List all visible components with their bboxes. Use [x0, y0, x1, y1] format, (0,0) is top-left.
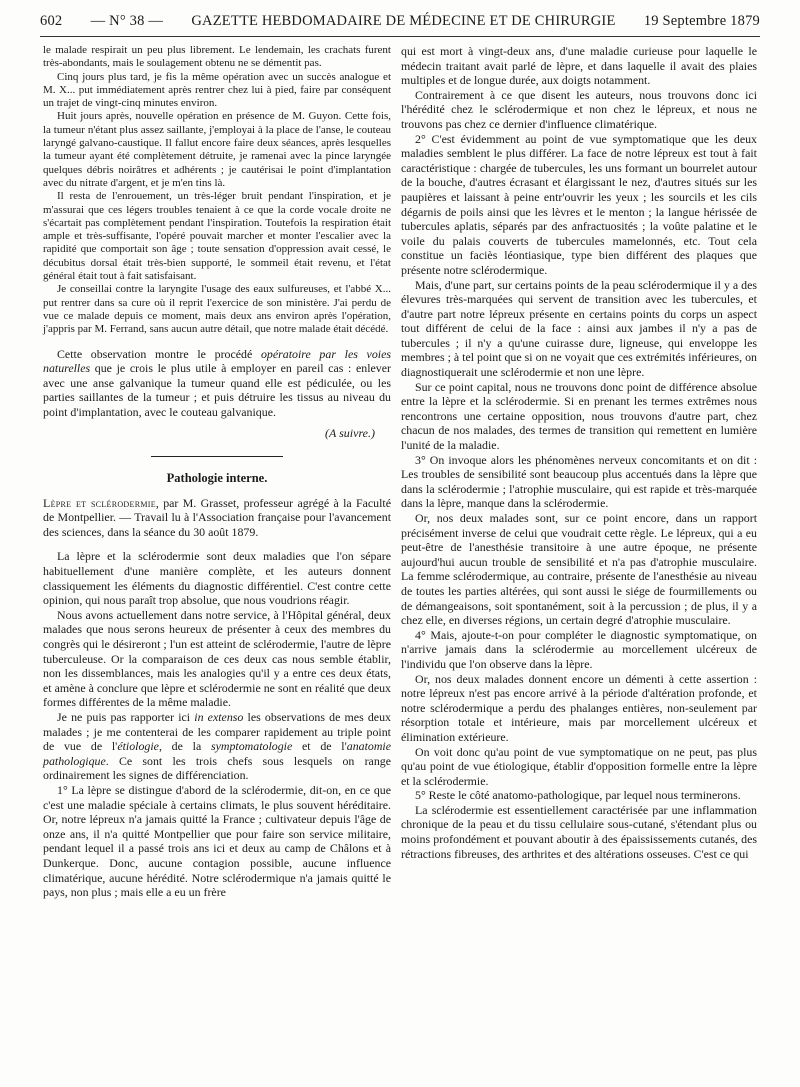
- issue-date: 19 Septembre 1879: [643, 12, 760, 29]
- paragraph: Cinq jours plus tard, je fis la même opération avec un succès analogue et M. X... put immédiatement après rentrer chez lui à pied, faire par conséquent un trajet de vingt-cinq minutes environ.: [43, 70, 391, 110]
- paragraph: 1° La lèpre se distingue d'abord de la sclérodermie, dit-on, en ce que c'est une maladie spéciale à certains climats, le plus souvent héréditaire. Or, notre lépreux n'a jamais quitté la France ; cultivateur depuis l'âge de onze ans, il n'a quitté Montpellier que pour faire son service militaire, pendant lequel il a passé trois ans ici et deux au camp de Châlons et à Dunkerque. Donc, aucune contagion possible, aucune influence climatérique, aucune hérédité. Notre sclérodermique n'a jamais quitté le pays, non plus ; mais elle a eu un frère: [43, 782, 391, 900]
- paragraph: Nous avons actuellement dans notre service, à l'Hôpital général, deux malades que nous serons heureux de présenter à ceux des membres du congrès qui le désireront ; l'un est atteint de sclérodermie, l'autre de lèpre tuberculeuse. Or la comparaison de ces deux cas nous semble établir, non les dissemblances, mais les analogies qu'il y a entre ces deux états, et amène à conclure que lèpre et sclérodermie ne sont en réalité que deux formes différentes de la même maladie.: [43, 607, 391, 710]
- paragraph: La sclérodermie est essentiellement caractérisée par une inflammation chronique de la peau et du tissu cellulaire sous-cutané, s'étendant plus ou moins profondément et pouvant aboutir à des épaississements cutanés, des rétractions fibreuses, des arthrites et des altérations osseuses. C'est ce qui: [401, 802, 757, 861]
- paragraph: 2° C'est évidemment au point de vue symptomatique que les deux maladies semblent le plus différer. La face de notre lépreux est tout à fait caractéristique : chargée de tubercules, les uns formant un bourrelet autour de la bouche, d'autres écrasant et élargissant le nez, d'autres situés sur les paupières et laissant à peine entr'ouvrir les yeux ; les sourcils et les cils dégarnis de poils ainsi que les lèvres et le menton ; la langue hérissée de tubercules aplatis, séparés par des anfractuosités ; la voûte palatine et le voile du palais couverts de tubercules mamelonnés, etc. Tout cela constitue un faciès léontiasique, type bien différent des plaques que présente notre sclérodermique.: [401, 131, 757, 277]
- section-divider: [151, 456, 283, 457]
- paragraph: Huit jours après, nouvelle opération en présence de M. Guyon. Cette fois, la tumeur n'étant plus assez saillante, j'employai à la place de l'anse, le couteau laryngé galvano-caustique. Il fallut encore faire deux séances, après lesquelles la tumeur ayant été complètement détruite, je ramenai avec la pince laryngée quelques débris noirâtres et adhérents ; je cautérisai le point d'implantation avec du nitrate d'argent, et je m'en tins là.: [43, 110, 391, 189]
- to-be-continued: (A suivre.): [325, 425, 375, 440]
- paragraph: Il resta de l'enrouement, un très-léger bruit pendant l'inspiration, et je m'assurai que ces légers troubles tenaient à ce que la corde vocale droite ne s'écartait pas complètement pendant l'inspiration. Toutefois la respiration était ample et très-suffisante, l'opéré pouvait marcher et monter l'escalier avec la rapidité que comportait son âge ; toute sensation d'oppression avait cessé, le décubitus dorsal était très-bien supporté, le sommeil était revenu, et l'état général était tout à fait satisfaisant.: [43, 190, 391, 283]
- right-column: [401, 44, 757, 861]
- paragraph: qui est mort à vingt-deux ans, d'une maladie curieuse pour laquelle le médecin traitant avait parlé de lèpre, et dans laquelle il avait des plaies multiples et de longue durée, aux doigts notamment.: [401, 44, 757, 88]
- paragraph: 4° Mais, ajoute-t-on pour compléter le diagnostic symptomatique, on n'arrive jamais dans la sclérodermie au morcellement ulcéreux de l'individu que l'on observe dans la lèpre.: [401, 627, 757, 671]
- left-column: [43, 44, 391, 900]
- page-header: [40, 10, 760, 32]
- article-byline: , par M. Grasset, professeur agrégé à la Faculté de Montpellier. — Travail lu à l'Association française pour l'avancement des sciences, dans la séance du 30 août 1879.: [43, 495, 391, 539]
- journal-title: GAZETTE HEBDOMADAIRE DE MÉDECINE ET DE CHIRURGIE: [191, 12, 616, 29]
- article-title: Lèpre et sclérodermie: [43, 495, 156, 510]
- paragraph: Or, nos deux malades donnent encore un démenti à cette assertion : notre lépreux n'est pas encore arrivé à la période d'altération profonde, et notre sclérodermique a perdu des phalanges entières, non-seulement par résorption totale et intérieure, mais par morcellement ulcéreux et élimination extérieure.: [401, 671, 757, 744]
- paragraph: Mais, d'une part, sur certains points de la peau sclérodermique il y a des élevures très-marquées qui servent de transition avec les tubercules, et d'autre part notre lépreux présente en certains points du corps un aspect tout différent de celui de la face : ainsi aux jambes il n'y a pas de tubercules ; il n'y a qu'une cuirasse dure, ligneuse, qui enveloppe les membres ; à tel point que si on ne voyait que ces extrémités inférieures, on diagnostiquerait une sclérodermie et non une lèpre.: [401, 277, 757, 380]
- issue-number: — N° 38 —: [90, 12, 164, 29]
- paragraph: Je ne puis pas rapporter ici in extenso les observations de mes deux malades ; je me contenterai de les comparer rapidement au triple point de vue de l'étiologie, de la symptomatologie et de l'anatomie pathologique. Ce sont les trois chefs sous lesquels on range ordinairement les signes de différenciation.: [43, 710, 392, 783]
- observation-continuation: [43, 44, 391, 337]
- paragraph: Or, nos deux malades sont, sur ce point encore, dans un rapport précisément inverse de celui que voudrait cette règle. Le lépreux, qui a eu peut-être de l'anesthésie transitoire à une autre époque, ne présente aujourd'hui aucun trouble de sensibilité et n'a pas d'atrophie musculaire. La femme sclérodermique, au contraire, présente de l'anesthésie au niveau de toutes les parties altérées, qui sont aussi le siége de fourmillements ou de démangeaisons, soit spontanément, soit à la percussion ; de plus, il y a chez elle, en diverses régions, un certain degré d'atrophie musculaire.: [401, 511, 757, 628]
- article-heading: [43, 496, 391, 540]
- paragraph: On voit donc qu'au point de vue symptomatique on ne peut, pas plus qu'au point de vue étiologique, établir d'opposition formelle entre la lèpre et la sclérodermie.: [401, 744, 757, 788]
- conclusion-paragraph: Cette observation montre le procédé opératoire par les voies naturelles que je crois le plus utile à employer en pareil cas : enlever avec une anse galvanique la tumeur quand elle est pédiculée, ou les parties saillantes de la tumeur ; et puis détruire les tissus au niveau du point d'implantation, avec le couteau galvanique.: [43, 346, 391, 419]
- header-rule: [40, 36, 760, 37]
- paragraph: 5° Reste le côté anatomo-pathologique, par lequel nous terminerons.: [415, 788, 741, 803]
- page-number: 602: [40, 12, 63, 29]
- paragraph: La lèpre et la sclérodermie sont deux maladies que l'on sépare habituellement d'une manière complète, et les auteurs donnent classiquement les éléments du diagnostic différentiel. C'est contre cette opinion, qui nous paraît trop absolue, que nous voudrions réagir.: [43, 549, 391, 608]
- section-title: Pathologie interne.: [166, 471, 268, 486]
- paragraph: 3° On invoque alors les phénomènes nerveux concomitants et on dit : Les troubles de sensibilité sont beaucoup plus accentués dans la lèpre que dans la sclérodermie ; l'atrophie musculaire, qui est rapide et très-marquée dans la lèpre, manque dans la sclérodermie.: [401, 452, 757, 511]
- paragraph: Sur ce point capital, nous ne trouvons donc point de différence absolue entre la lèpre et la sclérodermie. Si en prenant les termes extrêmes nous rencontrons une certaine opposition, nous trouvons d'autre part, chez chacun de nos malades, des termes de transition qui remettent en lumière l'unité de la maladie.: [401, 379, 757, 453]
- paragraph: Contrairement à ce que disent les auteurs, nous trouvons donc ici l'hérédité chez le sclérodermique et non chez le lépreux, et nous ne trouvons pas chez ce dernier d'influence climatérique.: [401, 87, 757, 131]
- paragraph: le malade respirait un peu plus librement. Le lendemain, les crachats furent très-abondants, mais le soulagement obtenu ne se démentit pas.: [43, 44, 391, 70]
- paragraph: Je conseillai contre la laryngite l'usage des eaux sulfureuses, et l'abbé X... put rentrer dans sa cure où il reprit l'exercice de son ministère. J'ai perdu de vue ce malade depuis ce moment, mais deux ans environ après l'opération, j'appris par M. Ferrand, sans aucun autre détail, que notre malade était décédé.: [43, 283, 391, 336]
